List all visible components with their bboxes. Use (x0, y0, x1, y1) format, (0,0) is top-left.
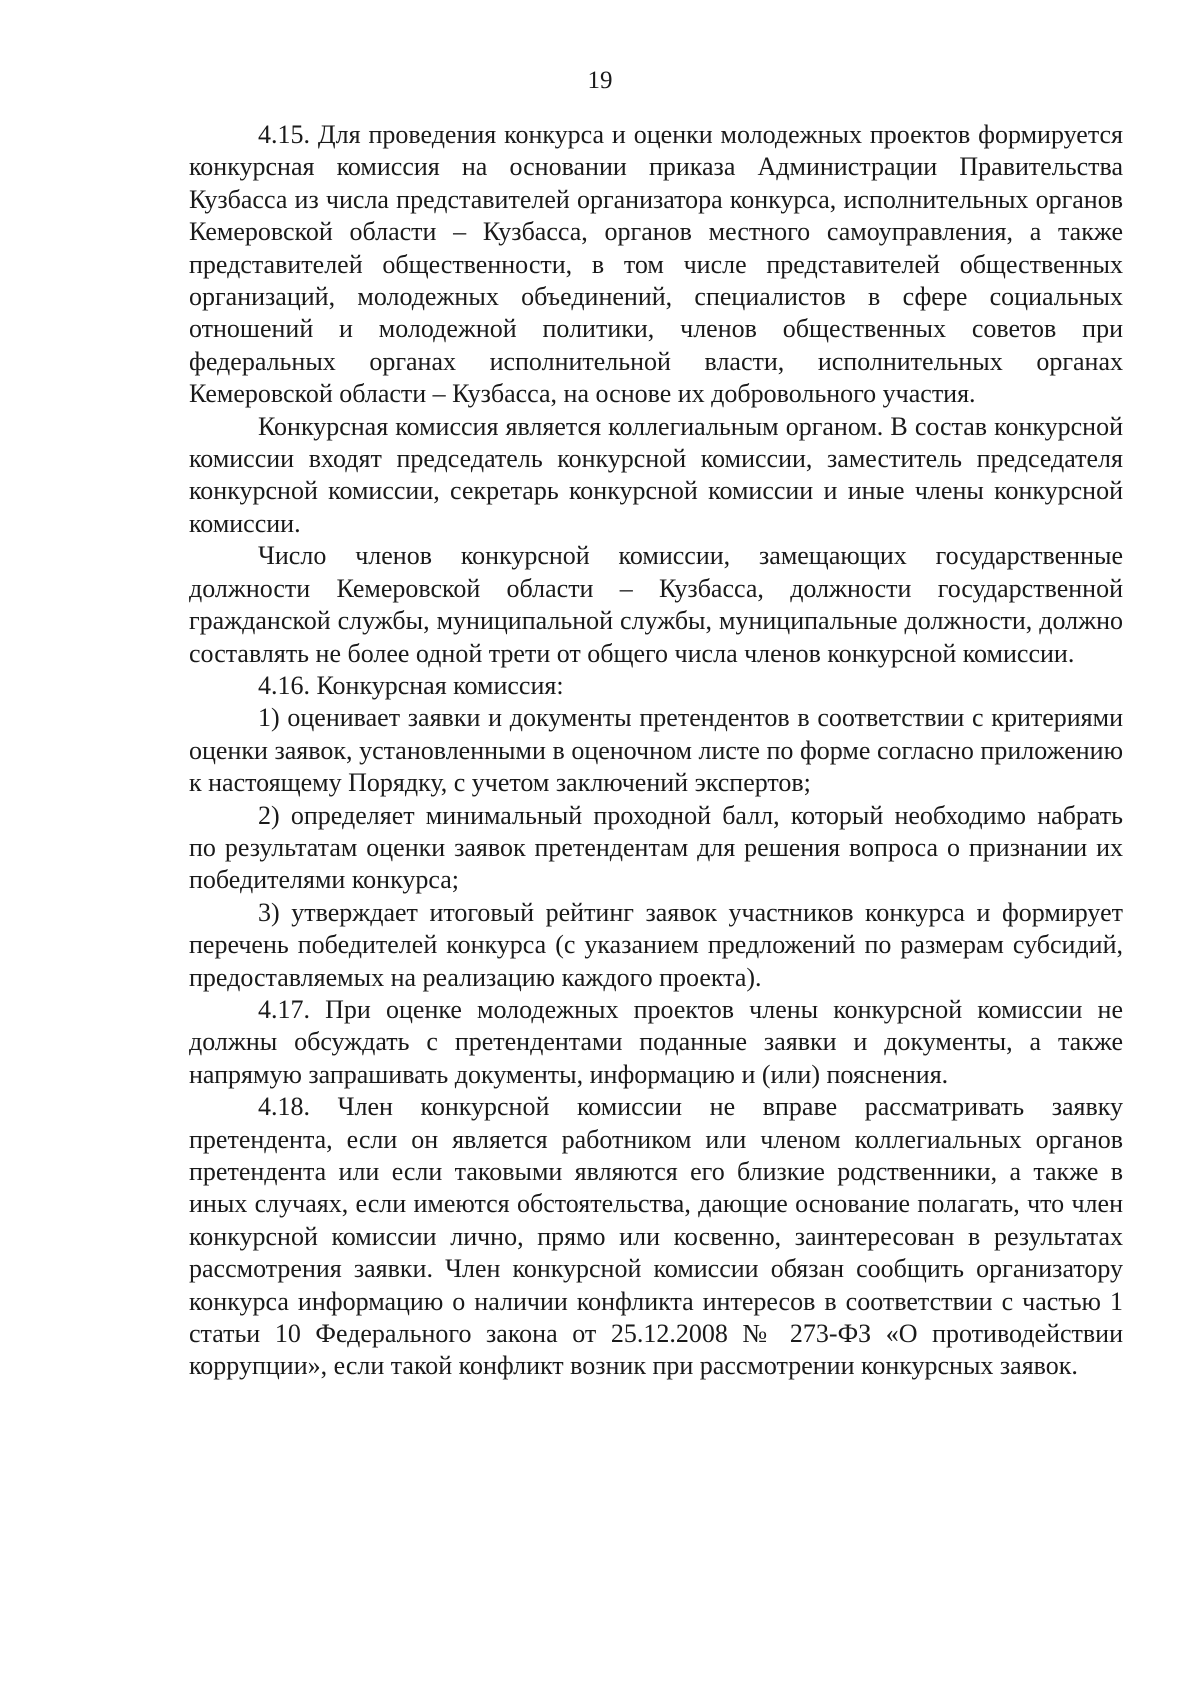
paragraph-4-18: 4.18. Член конкурсной комиссии не вправе рассматривать заявку претендента, если он является работником или членом коллегиальных органов претендента или если таковыми являются его близкие родственники, а также в иных случаях, если имеются обстоятельства, дающие основание полагать, что член конкурсной комиссии лично, прямо или косвенно, заинтересован в результатах рассмотрения заявки. Член конкурсной комиссии обязан сообщить организатору конкурса информацию о наличии конфликта интересов в соответствии с частью 1 статьи 10 Федерального закона от 25.12.2008 № 273-ФЗ «О противодействии коррупции», если такой конфликт возник при рассмотрении конкурсных заявок. (189, 1092, 1123, 1381)
list-item-3: 3) утверждает итоговый рейтинг заявок участников конкурса и формирует перечень победителей конкурса (с указанием предложений по размерам субсидий, предоставляемых на реализацию каждого проекта). (189, 897, 1123, 992)
list-item-1: 1) оценивает заявки и документы претендентов в соответствии с критериями оценки заявок, установленными в оценочном листе по форме согласно приложению к настоящему Порядку, с учетом заключений экспертов; (189, 703, 1123, 798)
paragraph-commission-composition: Конкурсная комиссия является коллегиальным органом. В состав конкурсной комиссии входят председатель конкурсной комиссии, заместитель председателя конкурсной комиссии, секретарь конкурсной комиссии и иные члены конкурсной комиссии. (189, 411, 1123, 538)
list-item-2: 2) определяет минимальный проходной балл, который необходимо набрать по результатам оценки заявок претендентам для решения вопроса о признании их победителями конкурса; (189, 800, 1123, 895)
page-number: 19 (587, 67, 613, 94)
paragraph-members-limit: Число членов конкурсной комиссии, замещающих государственные должности Кемеровской области – Кузбасса, должности государственной гражданской службы, муниципальной службы, муниципальные должности, должно составлять не более одной трети от общего числа членов конкурсной комиссии. (189, 541, 1123, 668)
paragraph-4-17: 4.17. При оценке молодежных проектов члены конкурсной комиссии не должны обсуждать с претендентами поданные заявки и документы, а также напрямую запрашивать документы, информацию и (или) пояснения. (189, 994, 1123, 1089)
paragraph-4-15: 4.15. Для проведения конкурса и оценки молодежных проектов формируется конкурсная комиссия на основании приказа Администрации Правительства Кузбасса из числа представителей организатора конкурса, исполнительных органов Кемеровской области – Кузбасса, органов местного самоуправления, а также представителей общественности, в том числе представителей общественных организаций, молодежных объединений, специалистов в сфере социальных отношений и молодежной политики, членов общественных советов при федеральных органах исполнительной власти, исполнительных органах Кемеровской области – Кузбасса, на основе их добровольного участия. (189, 120, 1123, 409)
paragraph-4-16: 4.16. Конкурсная комиссия: (258, 670, 564, 700)
document-body (189, 119, 1123, 1383)
